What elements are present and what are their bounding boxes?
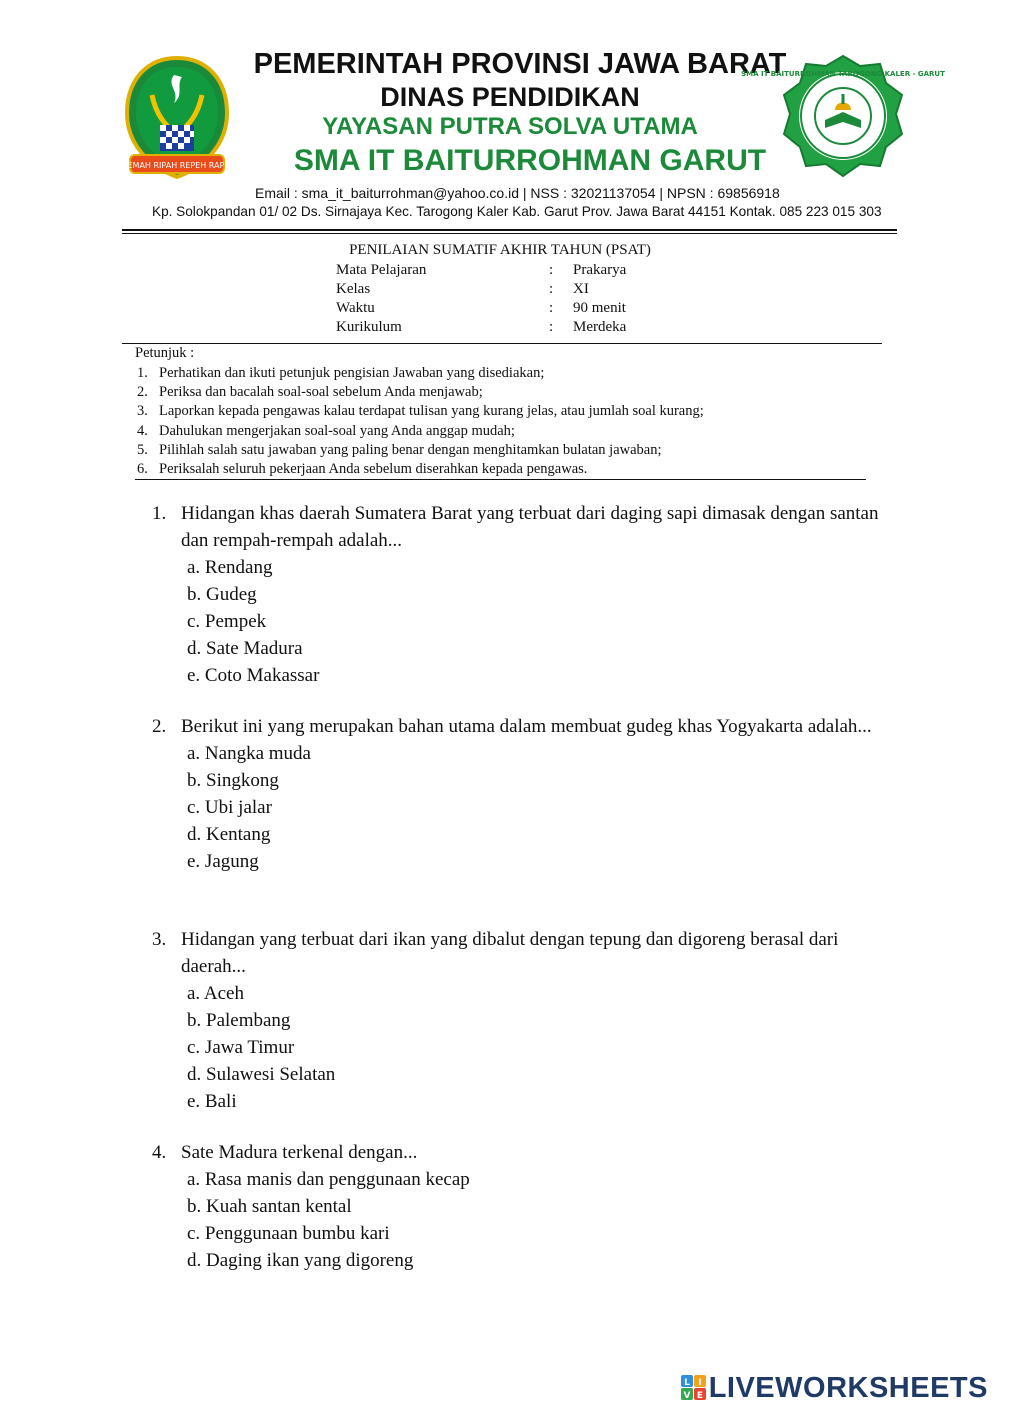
answer-option[interactable]: b. Singkong bbox=[187, 770, 279, 791]
instruction-number: 2. bbox=[137, 384, 148, 400]
question-text: Sate Madura terkenal dengan... bbox=[181, 1142, 418, 1163]
meta-sep: : bbox=[549, 319, 554, 335]
contact-email-line: Email : sma_it_baiturrohman@yahoo.co.id | NSS : 32021137054 | NPSN : 69856918 bbox=[255, 185, 780, 201]
question-text: Berikut ini yang merupakan bahan utama dalam membuat gudeg khas Yogyakarta adalah... bbox=[181, 716, 872, 737]
instruction-text: Pilihlah salah satu jawaban yang paling benar dengan menghitamkan bulatan jawaban; bbox=[159, 442, 662, 458]
question-text: Hidangan khas daerah Sumatera Barat yang terbuat dari daging sapi dimasak dengan santan dan rempah-rempah adalah... bbox=[181, 503, 879, 551]
school-logo-text: SMA IT BAITURROHMAN TAROGONG KALER - GARUT bbox=[741, 70, 945, 78]
meta-sep: : bbox=[549, 262, 554, 278]
school-title: SMA IT BAITURROHMAN GARUT bbox=[293, 144, 767, 177]
instruction-number: 1. bbox=[137, 365, 148, 381]
liveworksheets-logo-icon bbox=[681, 1375, 707, 1401]
question-number: 3. bbox=[152, 929, 167, 950]
department-title: DINAS PENDIDIKAN bbox=[380, 82, 640, 112]
instructions-label: Petunjuk : bbox=[135, 345, 195, 361]
meta-value: Merdeka bbox=[573, 319, 627, 335]
answer-option[interactable]: c. Penggunaan bumbu kari bbox=[187, 1223, 390, 1244]
svg-text:V: V bbox=[683, 1391, 691, 1401]
meta-sep: : bbox=[549, 281, 554, 297]
instructions-divider bbox=[135, 479, 866, 480]
school-logo-icon bbox=[741, 54, 945, 180]
answer-option[interactable]: a. Nangka muda bbox=[187, 743, 311, 764]
instruction-item bbox=[137, 365, 544, 382]
svg-text:E: E bbox=[696, 1391, 703, 1401]
svg-text:I: I bbox=[698, 1378, 702, 1388]
answer-option[interactable]: b. Kuah santan kental bbox=[187, 1196, 352, 1217]
answer-option[interactable]: c. Jawa Timur bbox=[187, 1037, 295, 1058]
answer-option[interactable]: c. Ubi jalar bbox=[187, 797, 272, 818]
answer-option[interactable]: b. Gudeg bbox=[187, 584, 257, 605]
instruction-text: Dahulukan mengerjakan soal-soal yang Anda anggap mudah; bbox=[159, 423, 515, 439]
instruction-text: Laporkan kepada pengawas kalau terdapat tulisan yang kurang jelas, atau jumlah soal kurang; bbox=[159, 403, 704, 419]
answer-option[interactable]: e. Bali bbox=[187, 1091, 237, 1112]
answer-option[interactable]: d. Daging ikan yang digoreng bbox=[187, 1250, 414, 1271]
question-3 bbox=[152, 926, 892, 1115]
meta-key: Mata Pelajaran bbox=[336, 262, 427, 278]
contact-address-line: Kp. Solokpandan 01/ 02 Ds. Sirnajaya Kec. Tarogong Kaler Kab. Garut Prov. Jawa Barat 44151 Kontak. 085 223 015 303 bbox=[152, 204, 882, 219]
instruction-text: Perhatikan dan ikuti petunjuk pengisian Jawaban yang disediakan; bbox=[159, 365, 545, 381]
answer-option[interactable]: c. Pempek bbox=[187, 611, 267, 632]
liveworksheets-wordmark: LIVEWORKSHEETS bbox=[708, 1371, 988, 1404]
instruction-text: Periksa dan bacalah soal-soal sebelum Anda menjawab; bbox=[159, 384, 483, 400]
meta-value: 90 menit bbox=[573, 300, 626, 316]
left-emblem-motto: GEMAH RIPAH REPEH RAPIH bbox=[121, 161, 233, 170]
answer-option[interactable]: b. Palembang bbox=[187, 1010, 291, 1031]
question-4 bbox=[152, 1139, 892, 1274]
answer-option[interactable]: e. Jagung bbox=[187, 851, 259, 872]
government-title: PEMERINTAH PROVINSI JAWA BARAT bbox=[253, 48, 787, 80]
letterhead-divider-top bbox=[122, 229, 897, 231]
question-number: 4. bbox=[152, 1142, 167, 1163]
meta-value: XI bbox=[573, 281, 589, 297]
answer-option[interactable]: a. Aceh bbox=[187, 983, 244, 1004]
meta-key: Kelas bbox=[336, 281, 371, 297]
liveworksheets-watermark[interactable] bbox=[681, 1373, 988, 1403]
meta-value: Prakarya bbox=[573, 262, 627, 278]
answer-option[interactable]: d. Sate Madura bbox=[187, 638, 303, 659]
question-2 bbox=[152, 713, 892, 875]
letterhead-divider-bottom bbox=[122, 233, 897, 234]
instruction-item bbox=[137, 403, 704, 420]
answer-option[interactable]: e. Coto Makassar bbox=[187, 665, 320, 686]
meta-sep: : bbox=[549, 300, 554, 316]
instruction-item bbox=[137, 423, 515, 440]
question-number: 1. bbox=[152, 503, 167, 524]
question-text: Hidangan yang terbuat dari ikan yang dibalut dengan tepung dan digoreng berasal dari daerah... bbox=[181, 929, 839, 977]
meta-key: Waktu bbox=[336, 300, 375, 316]
foundation-title: YAYASAN PUTRA SOLVA UTAMA bbox=[322, 113, 698, 140]
instruction-number: 5. bbox=[137, 442, 148, 458]
answer-option[interactable]: d. Sulawesi Selatan bbox=[187, 1064, 336, 1085]
answer-option[interactable]: d. Kentang bbox=[187, 824, 271, 845]
answer-option[interactable]: a. Rasa manis dan penggunaan kecap bbox=[187, 1169, 470, 1190]
svg-text:L: L bbox=[683, 1378, 690, 1388]
answer-option[interactable]: a. Rendang bbox=[187, 557, 273, 578]
meta-divider bbox=[122, 343, 882, 344]
instruction-number: 3. bbox=[137, 403, 148, 419]
meta-key: Kurikulum bbox=[336, 319, 402, 335]
instruction-item bbox=[137, 442, 662, 459]
question-number: 2. bbox=[152, 716, 167, 737]
instruction-number: 4. bbox=[137, 423, 148, 439]
exam-title: PENILAIAN SUMATIF AKHIR TAHUN (PSAT) bbox=[349, 242, 651, 258]
instruction-item bbox=[137, 384, 483, 401]
question-1 bbox=[152, 500, 892, 689]
instruction-text: Periksalah seluruh pekerjaan Anda sebelum diserahkan kepada pengawas. bbox=[159, 461, 588, 477]
instruction-number: 6. bbox=[137, 461, 148, 477]
instruction-item bbox=[137, 461, 587, 478]
